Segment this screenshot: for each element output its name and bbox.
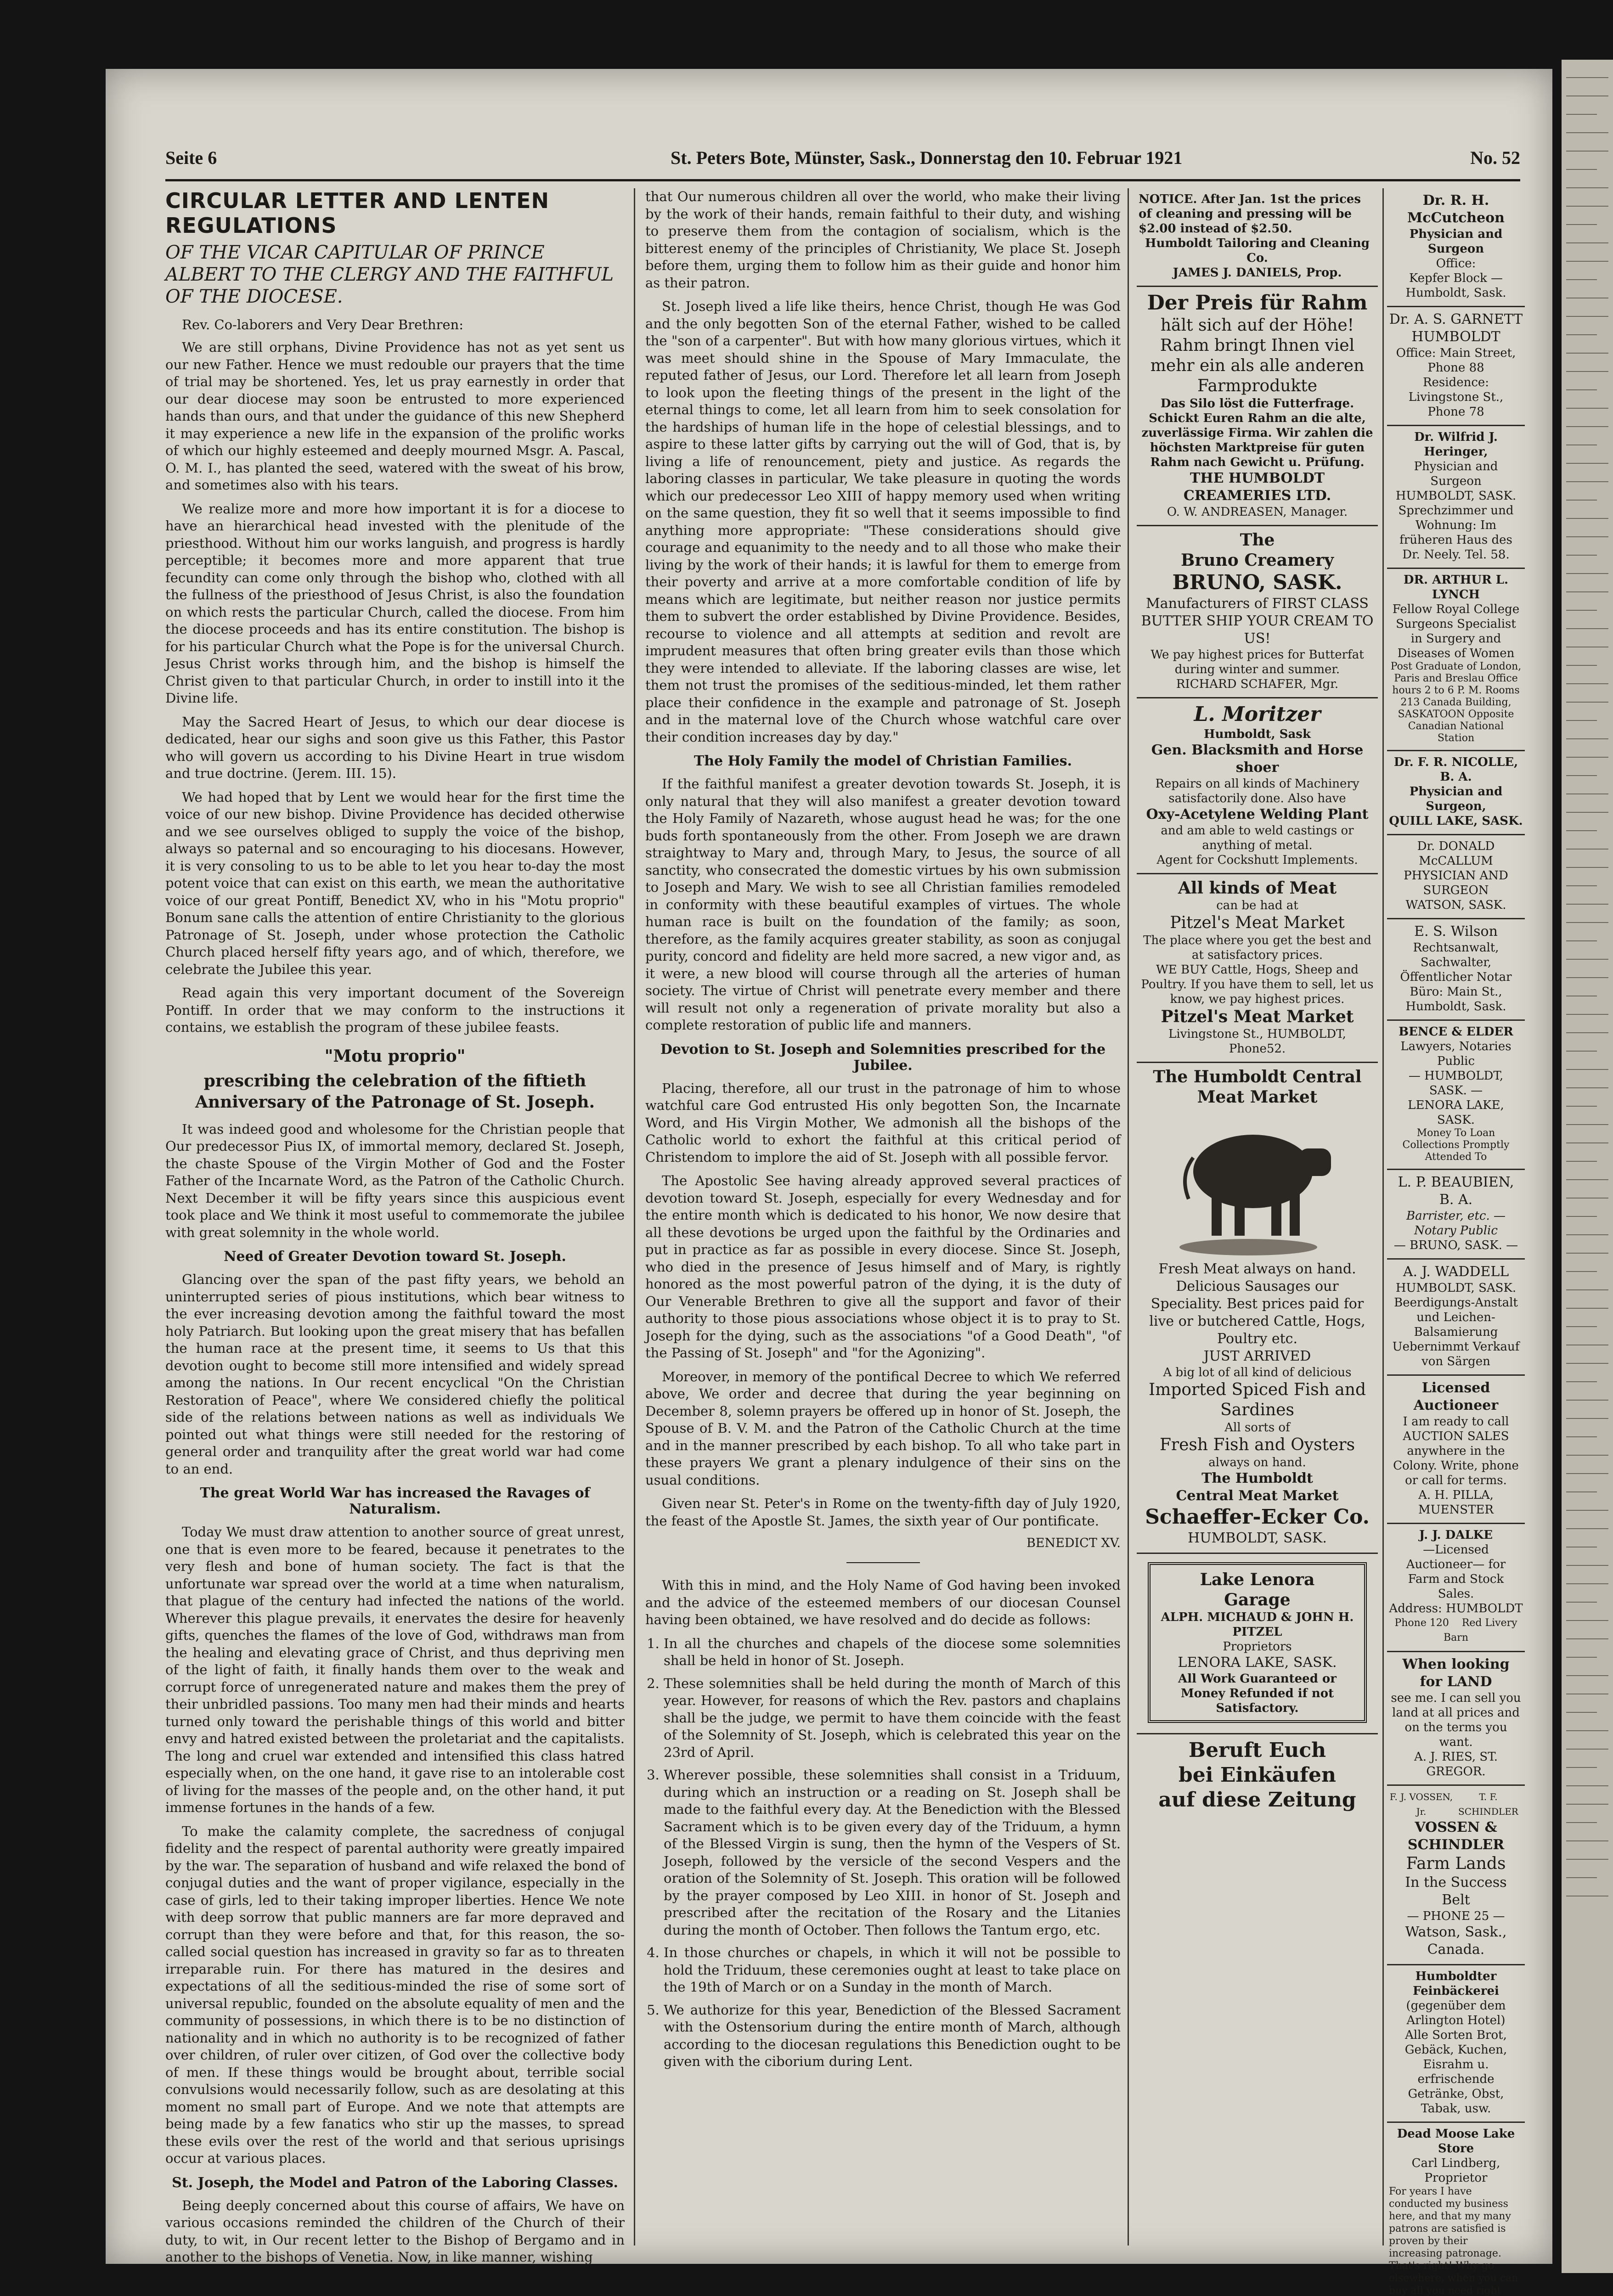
column-rule xyxy=(1128,188,1129,2245)
ad-text: Proprietors xyxy=(1223,1640,1292,1654)
mccutcheon-card xyxy=(1387,188,1525,307)
card-address: Büro: Main St., Humboldt, Sask. xyxy=(1405,985,1506,1013)
card-text: Money To Loan Collections Promptly Attended To xyxy=(1402,1127,1510,1163)
card-name: A. J. WADDELL xyxy=(1403,1264,1509,1280)
paragraph: Moreover, in memory of the pontifical Decree to which We referred above, We order and decree that during the year beginning on December 8, solemn prayers be offered up in honor of St. Joseph, the Spouse of B. V. M. and the Patron of the Catholic Church at the time and in the manner prescribed by each bishop. To all who take part in these prayers We grant a plenary indulgence of their sins on the usual conditions. xyxy=(645,1368,1121,1488)
ad-text: JUST ARRIVED xyxy=(1203,1348,1311,1364)
paragraph: It was indeed good and wholesome for the Christian people that Our predecessor Pius IX, of immortal memory, declared St. Joseph, the chaste Spouse of the Virgin Mother of God and the Foster Father of the Incarnate Word, as the Patron of the Catholic Church. Next December it will be fifty years since this auspicious event took place and We think it most useful to commemorate the jubilee with great solemnity in the whole world. xyxy=(165,1121,625,1240)
card-name: A. H. PILLA, MUENSTER xyxy=(1418,1488,1494,1517)
card-firm: VOSSEN & SCHINDLER xyxy=(1407,1819,1505,1853)
paragraph: We realize more and more how important it is for a diocese to have an hierarchical head invested with the plenitude of the priesthood. Without him our works languish, and progress is hardly perceptible; it becomes more and more apparent that true fecundity can come only through the bishop who, clothed with all the fullness of the priesthood of Jesus Christ, is also the foundation on which rests the particular Church, called the diocese. From him the diocese proceeds and has its entire constitution. The bishop is for his particular Church what the Pope is for the universal Church. Jesus Christ works through him, and the bishop is himself the Christ given to that particular Church, in order to instill into it the Divine life. xyxy=(165,501,625,706)
dalke-card xyxy=(1387,1524,1525,1652)
header-rule xyxy=(165,179,1520,181)
paragraph: If the faithful manifest a greater devotion towards St. Joseph, it is only natural that they will also manifest a greater devotion toward the Holy Family of Nazareth, whose august head he was; for the one buds forth spontaneously from the other. From Joseph we are drawn straightway to Mary and, through Mary, to Jesus, the source of all sanctity, who consecrated the domestic virtues by his own submission to Joseph and Mary. We wish to see all Christian families remodeled in conformity with these beautiful examples of virtues. The whole human race is built on the foundation of the family; as soon, therefore, as the family acquires greater stability, as soon as conjugal purity, concord and fidelity are held more sacred, a new vigor and, as it were, a new blood will course through all the arteries of human society. The virtue of Christ will penetrate every member and there will result not only a regeneration of private morality but also a complete restoration of public life and manners. xyxy=(645,776,1121,1033)
card-names xyxy=(1389,1790,1523,1819)
card-text: I am ready to call AUCTION SALES anywhere in the Colony. Write, phone or call for terms. xyxy=(1393,1415,1519,1487)
card-title: PHYSICIAN AND SURGEON xyxy=(1404,869,1508,897)
card-name: BENCE & ELDER xyxy=(1399,1025,1513,1039)
ad-text: Agent for Cockshutt Implements. xyxy=(1156,853,1358,867)
ad-place: HUMBOLDT, SASK. xyxy=(1188,1530,1327,1546)
paragraph: Being deeply concerned about this course of affairs, We have on various occasions reminded the children of the Church of their duty, to wit, in Our recent letter to the Bishop of Bergamo and in another to the bishops of Venetia. Now, in like manner, wishing xyxy=(165,2197,625,2265)
adjacent-page-edge xyxy=(1562,60,1613,2273)
waddell-card xyxy=(1387,1260,1525,1376)
article-column-1 xyxy=(165,188,625,2265)
ad-text: Repairs on all kinds of Machinery satisfactorily done. Also have xyxy=(1155,777,1359,805)
article-subtitle: OF THE VICAR CAPITULAR OF PRINCE ALBERT TO THE CLERGY AND THE FAITHFUL OF THE DIOCESE. xyxy=(165,242,614,307)
pilla-card xyxy=(1387,1376,1525,1524)
ad-manager: RICHARD SCHAFER, Mgr. xyxy=(1176,677,1339,691)
paragraph: St. Joseph lived a life like theirs, hence Christ, though He was God and the only begotten Son of the eternal Father, wished to be called the "son of a carpenter". But with how many glorious virtues, which it was meet should shine in the Spouse of Mary Immaculate, the reputed father of Jesus, our Lord. Therefore let all learn from Joseph to look upon the fleeting things of the present in the light of the eternal things to come, let all learn from him to seek consolation for the hardships of human life in the hope of celestial blessings, and to aspire to these latter gifts by carrying out the will of God, that is, by living a life of renouncement, piety and justice. As regards the laboring classes in particular, We take pleasure in quoting the words which our predecessor Leo XIII of happy memory used when writing on the same question, they fit so well that it seems impossible to find anything more appropriate: "These considerations should give courage and equanimity to the needy and to all those who make their living by the work of their hands; it is lawful for them to emerge from their poverty and arrive at a more comfortable condition of life by means which are legitimate, but neither reason nor justice permits them to subvert the order established by Divine Providence. Besides, recourse to violence and all attempts at sedition and revolt are imprudent measures that often bring greater evils than those which they were intended to alleviate. If the laboring classes are wise, let them not trust the promises of the seditious-minded, let them rather place their confidence in the example and patronage of St. Joseph and in the maternal love of the Church whose watchful care over their condition increases day by day." xyxy=(645,298,1121,745)
list-item: 4. In those churches or chapels, in which it will not be possible to hold the Triduum, these ceremonies ought at least to take place on the 19th of March or on a Sunday in the month of March. xyxy=(664,1944,1121,1996)
masthead-line: St. Peters Bote, Münster, Sask., Donnerstag den 10. Februar 1921 xyxy=(671,147,1183,168)
card-place: LENORA LAKE, SASK. xyxy=(1408,1098,1504,1127)
card-name: DR. ARTHUR L. LYNCH xyxy=(1403,573,1509,602)
card-place: WATSON, SASK. xyxy=(1405,898,1506,912)
mccallum-card xyxy=(1387,835,1525,919)
garage-box xyxy=(1148,1562,1367,1723)
card-place: HUMBOLDT, SASK. xyxy=(1395,1281,1517,1295)
ad-text: Manufacturers of FIRST CLASS BUTTER SHIP YOUR CREAM TO US! xyxy=(1141,596,1374,647)
regulations-list xyxy=(645,1635,1121,2071)
list-item: 1. In all the churches and chapels of the diocese some solemnities shall be held in honor of St. Joseph. xyxy=(664,1635,1121,1670)
ad-title: L. Moritzer xyxy=(1194,703,1321,726)
ad-address: Livingstone St., HUMBOLDT, Phone52. xyxy=(1168,1027,1346,1056)
ad-text: We pay highest prices for Butterfat during winter and summer. xyxy=(1151,648,1364,676)
card-name: Dr. A. S. GARNETT xyxy=(1389,311,1523,327)
section-heading: Need of Greater Devotion toward St. Joseph. xyxy=(224,1249,566,1265)
ads-column-1 xyxy=(1137,188,1378,2245)
ad-text: Imported Spiced Fish and Sardines xyxy=(1148,1380,1366,1419)
ad-firm: Schaeffer-Ecker Co. xyxy=(1145,1505,1370,1529)
paragraph: Given near St. Peter's in Rome on the twenty-fifth day of July 1920, the feast of the Apostle St. James, the sixth year of Our pontificate. xyxy=(645,1496,1121,1529)
card-title: Barrister, etc. — Notary Public xyxy=(1406,1209,1506,1238)
card-title: When looking for LAND xyxy=(1402,1656,1510,1690)
card-text: Sprechzimmer und Wohnung: Im früheren Haus des Dr. Neely. Tel. 58. xyxy=(1398,504,1514,562)
ad-title: Lake Lenora xyxy=(1200,1570,1315,1589)
section-heading: The great World War has increased the Ravages of Naturalism. xyxy=(200,1485,590,1517)
ad-title: Garage xyxy=(1224,1590,1291,1609)
ad-text: The place where you get the best and at satisfactory prices. xyxy=(1143,934,1371,962)
paragraph: To make the calamity complete, the sacredness of conjugal fidelity and the respect of parental authority were greatly impaired by the war. The separation of husband and wife relaxed the bond of conjugal duties and the want of proper vigilance, especially in the case of girls, led to their taking improper liberties. Hence We note with deep sorrow that public manners are far more depraved and corrupt than they were before and that, for this reason, the so-called social question has increased in gravity so far as to threaten irreparable ruin. For there has matured in the desires and expectations of all the seditious-minded the rise of some sort of universal republic, founded on the absolute equality of men and the community of possessions, in which there is to be no distinction of nationality and in which no authority is to be recognized of father over children, of ruler over citizen, of God over the collective body of men. If these things would be brought about, terrible social convulsions would necessarily follow, such as are desolating at this moment no small part of Europe. And we note that attempts are being made by a few fanatics who stir up the masses, to spread these evils over the rest of the world and that serious uprisings occur at various places. xyxy=(165,1823,625,2166)
ad-firm: Humboldt Tailoring and Cleaning Co. xyxy=(1145,236,1370,265)
heringer-card xyxy=(1387,426,1525,569)
card-text: Residence: Livingstone St., Phone 78 xyxy=(1408,376,1504,419)
paragraph: Read again this very important document of the Sovereign Pontiff. In order that we may conform to the instructions it contains, we establish the program of these jubilee feasts. xyxy=(165,985,625,1035)
card-text: Alle Sorten Brot, Gebäck, Kuchen, Eisrahm u. erfrischende Getränke, Obst, Tabak, usw. xyxy=(1404,2028,1507,2116)
ries-card xyxy=(1387,1652,1525,1786)
garnett-card xyxy=(1387,307,1525,426)
card-title: Rechtsanwalt, Sachwalter, Öffentlicher Notar xyxy=(1400,941,1512,984)
ad-place: LENORA LAKE, SASK. xyxy=(1178,1654,1337,1671)
card-place: HUMBOLDT xyxy=(1411,329,1500,345)
creameries-ad xyxy=(1137,287,1378,526)
card-title: Physician and Surgeon xyxy=(1409,227,1503,256)
column-rule xyxy=(1382,188,1384,2245)
directory-column xyxy=(1387,188,1525,2296)
bruno-creamery-ad xyxy=(1137,526,1378,698)
card-phone: — PHONE 25 — xyxy=(1407,1909,1505,1923)
card-name: T. F. SCHINDLER xyxy=(1458,1791,1518,1817)
ad-title: The Humboldt Central Meat Market xyxy=(1153,1067,1362,1107)
bence-elder-card xyxy=(1387,1021,1525,1170)
card-text: In the Success Belt xyxy=(1405,1874,1507,1908)
card-phone: Phone 120 xyxy=(1394,1617,1449,1629)
card-address: Kepfer Block — Humboldt, Sask. xyxy=(1405,271,1506,300)
page-number: Seite 6 xyxy=(165,147,217,168)
card-place: QUILL LAKE, SASK. xyxy=(1389,814,1523,828)
ad-text: The Humboldt xyxy=(1201,1470,1313,1486)
card-text: Office: xyxy=(1436,257,1476,270)
ad-text: Oxy-Acetylene Welding Plant xyxy=(1146,806,1369,822)
paragraph: Today We must draw attention to another source of great unrest, one that is even more to be feared, because it penetrates to the very flesh and bone of human society. The fact is that the unfortunate war spread over the world at a time when naturalism, that plague of the century had infected the nations of the world. Wherever this plague prevails, it enervates the desire for heavenly gifts, quenches the flames of the love of God, withdraws man from the healing and elevating grace of Christ, and thus depriving men of the light of faith, it finally hands them over to the weak and corrupt force of unregenerated nature and makes them the prey of their unbridled passions. Too many men had their minds and hearts turned only toward the perishable things of this world and bitter envy and hatred existed between the proletariat and the capitalists. The long and cruel war extended and intensified this class hatred especially when, on the one hand, it gave rise to an intolerable cost of living for the masses of the people and, on the other hand, it put immense fortunes in the hands of a few. xyxy=(165,1524,625,1815)
paragraph: We had hoped that by Lent we would hear for the first time the voice of our new bishop. Divine Providence has decided otherwise and we see ourselves obliged to supply the voice of the bishop, always so paternal and so encouraging to his diocesans. However, it is very consoling to us to be able to let you hear to-day the most potent voice that can exist on this earth, we mean the authoritative voice of our great Pontiff, Benedict XV, who in his "Motu proprio" Bonum sane calls the attention of entire Christianity to the glorious Patronage of St. Joseph, under whose protection the Catholic Church placed herself fifty years ago, and of which, therefore, we celebrate the Jubilee this year. xyxy=(165,789,625,977)
card-place: Watson, Sask., Canada. xyxy=(1405,1924,1507,1958)
card-text: Red Livery Barn xyxy=(1444,1617,1517,1643)
ad-text: Central Meat Market xyxy=(1176,1488,1339,1504)
column-rule xyxy=(634,188,635,2245)
card-name: Dead Moose Lake Store xyxy=(1397,2127,1515,2155)
card-text: Uebernimmt Verkauf von Särgen xyxy=(1392,1340,1520,1368)
card-text: Office: Main Street, Phone 88 xyxy=(1396,346,1516,375)
paragraph: The Apostolic See having already approved several practices of devotion toward St. Joseph, especially for every Wednesday and for the entire month which is dedicated to his honor, We now desire that all these devotions be urged upon the faithful by the Ordinaries and put in practice as far as possible in every diocese. Since St. Joseph, who died in the presence of Jesus himself and of Mary, is rightly honored as the most powerful patron of the dying, it is the duty of Our Venerable Brethren to give all the support and favor of their authority to those pious associations whose object it is to pray to St. Joseph for the dying, such as the associations "of a Good Death", "of the Passing of St. Joseph" and "for the Agonizing". xyxy=(645,1173,1121,1361)
list-item: 5. We authorize for this year, Benediction of the Blessed Sacrament with the Ostensorium during the entire month of March, although according to the diocesan regulations this Benediction ought to be given with the ciborium during Lent. xyxy=(664,2002,1121,2071)
card-name: Dr. DONALD McCALLUM xyxy=(1417,839,1495,868)
card-name: F. J. VOSSEN, Jr. xyxy=(1389,1791,1453,1817)
card-text: For years I have conducted my business here, and that my many patrons are satisfied is proven by their increasing patronage. That's right! Why go elsewhere, when you can buy all you need right xyxy=(1389,2186,1518,2296)
ad-firm: THE HUMBOLDT CREAMERIES LTD. xyxy=(1183,470,1331,504)
tailoring-ad xyxy=(1137,188,1378,287)
ad-text: can be had at xyxy=(1216,899,1298,912)
card-text: see me. I can sell you land at all prices and on the terms you want. xyxy=(1391,1691,1521,1749)
ad-text: WE BUY Cattle, Hogs, Sheep and Poultry. If you have them to sell, let us know, we pay highest prices. xyxy=(1141,963,1374,1006)
ad-text: hält sich auf der Höhe! Rahm bringt Ihnen viel mehr ein als alle anderen Farmprodukte xyxy=(1150,316,1365,395)
ad-text: Fresh Meat always on hand. Delicious Sausages our Speciality. Best prices paid for live or butchered Cattle, Hogs, Poultry etc. xyxy=(1149,1261,1365,1347)
ad-place: BRUNO, SASK. xyxy=(1172,571,1342,594)
section-heading: St. Joseph, the Model and Patron of the Laboring Classes. xyxy=(172,2174,618,2191)
ad-text: Beruft Euch xyxy=(1188,1739,1326,1762)
card-text: (gegenüber dem Arlington Hotel) xyxy=(1406,1999,1506,2027)
ad-text: Fresh Fish and Oysters xyxy=(1159,1435,1355,1454)
ad-text: always on hand. xyxy=(1208,1456,1306,1469)
garage-ad xyxy=(1137,1554,1378,1734)
ad-text: auf diese Zeitung xyxy=(1158,1788,1356,1812)
card-title: —Licensed Auctioneer— for Farm and Stock Sales. xyxy=(1406,1543,1506,1601)
card-footer xyxy=(1389,1616,1523,1645)
ad-text: Gen. Blacksmith and Horse shoer xyxy=(1151,742,1364,776)
ad-text: and am able to weld castings or anything of metal. xyxy=(1161,824,1354,852)
paragraph: With this in mind, and the Holy Name of God having been invoked and the advice of the esteemed members of our diocesan Counsel having been obtained, we have resolved and do decide as follows: xyxy=(645,1577,1121,1627)
motu-proprio-subtitle: prescribing the celebration of the fiftieth Anniversary of the Patronage of St. Joseph. xyxy=(195,1071,595,1112)
paragraph: We are still orphans, Divine Providence has not as yet sent us our new Father. Hence we must redouble our prayers that the time of trial may be shortened. Yes, let us pray earnestly in order that our dear diocese may soon be entrusted to more experienced hands than ours, and that under the guidance of this new Shepherd it may experience a new life in the expansion of the prolific works of which our highly esteemed and deeply mourned Msgr. A. Pascal, O. M. I., has planted the seed, watered with the sweat of his brow, and sometimes also with his tears. xyxy=(165,339,625,493)
card-title: Farm Lands xyxy=(1406,1854,1506,1873)
article-column-2 xyxy=(645,188,1121,2245)
card-name: A. J. RIES, ST. GREGOR. xyxy=(1414,1750,1498,1778)
ad-text: All sorts of xyxy=(1224,1421,1290,1435)
motu-proprio-title: "Motu proprio" xyxy=(324,1046,466,1066)
ad-place: Humboldt, Sask xyxy=(1204,727,1311,741)
card-title: Lawyers, Notaries Public xyxy=(1400,1040,1511,1068)
divider xyxy=(846,1562,920,1563)
list-item: 3. Wherever possible, these solemnities shall consist in a Triduum, during which an instruction or a reading on St. Joseph shall be made to the faithful every day. At the Benediction with the Blessed Sacrament which is to be given every day of the Triduum, a hymn of the Blessed Virgin is sung, then the hymn of the Vespers of St. Joseph, followed by the versicle of the second Vespers and the oration of the Solemnity of St. Joseph. This oration will be followed by the prayer composed by Leo XIII. in honor of St. Joseph and prescribed after the recitation of the Rosary and the Litanies during the month of October. Then follows the Tantum ergo, etc. xyxy=(664,1767,1121,1939)
section-heading: Devotion to St. Joseph and Solemnities prescribed for the Jubilee. xyxy=(660,1041,1106,1074)
card-name: J. J. DALKE xyxy=(1419,1528,1493,1542)
list-item: 2. These solemnities shall be held during the month of March of this year. However, for reasons of which the Rev. pastors and chaplains shall be the judge, we permit to have them coincide with the feast of the Solemnity of St. Joseph, which is celebrated this year on the 23rd of April. xyxy=(664,1675,1121,1761)
card-title: Physician and Surgeon xyxy=(1414,460,1498,488)
ad-text: All Work Guaranteed or Money Refunded if not Satisfactory. xyxy=(1178,1672,1337,1715)
section-heading: The Holy Family the model of Christian Families. xyxy=(694,753,1072,769)
card-place: — BRUNO, SASK. — xyxy=(1393,1238,1518,1252)
ad-manager: O. W. ANDREASEN, Manager. xyxy=(1167,505,1348,519)
vossen-schindler-card xyxy=(1387,1786,1525,1965)
central-meat-ad xyxy=(1137,1063,1378,1554)
paragraph: May the Sacred Heart of Jesus, to which our dear diocese is dedicated, hear our sighs and soon give us this Father, this Pastor who will govern us according to his Divine Heart in true wisdom and true doctrine. (Jerem. III. 15). xyxy=(165,714,625,781)
ad-text: NOTICE. After Jan. 1st the prices of cleaning and pressing will be $2.00 instead of $2.50. xyxy=(1139,192,1361,236)
ad-text: bei Einkäufen xyxy=(1179,1763,1336,1787)
card-place: HUMBOLDT, SASK. xyxy=(1395,489,1517,503)
beaubien-card xyxy=(1387,1170,1525,1260)
pitzel-meat-ad xyxy=(1137,874,1378,1063)
ad-proprietor: ALPH. MICHAUD & JOHN H. PITZEL xyxy=(1161,1610,1354,1639)
paragraph: Placing, therefore, all our trust in the patronage of him to whose watchful care God entrusted His only begotten Son, the Incarnate Word, and His Virgin Mother, We admonish all the bishops of the Catholic world to exhort the faithful at this critical period of Christendom to implore the aid of St. Joseph with all possible fervor. xyxy=(645,1080,1121,1165)
card-place: — HUMBOLDT, SASK. — xyxy=(1408,1069,1504,1097)
card-proprietor: Carl Lindberg, Proprietor xyxy=(1411,2156,1500,2185)
card-title: Physician and Surgeon, xyxy=(1409,785,1503,813)
paragraph: that Our numerous children all over the world, who make their living by the work of their hands, remain faithful to their duty, and wishing to preserve them from the contagion of socialism, which is the bitterest enemy of the principles of Christianity, We place St. Joseph before them, urging them to follow him as their guide and honor him as their patron. xyxy=(645,189,1121,291)
card-text: Fellow Royal College Surgeons Specialist in Surgery and Diseases of Women xyxy=(1392,602,1520,660)
card-name: Dr. R. H. McCutcheon xyxy=(1407,192,1505,226)
wilson-card xyxy=(1387,919,1525,1021)
paragraph: Glancing over the span of the past fifty years, we behold an uninterrupted series of pious institutions, which bear witness to the ever increasing devotion among the faithful toward the most holy Patriarch. But looking upon the great misery that has befallen the human race at the present time, it seems to Us that this devotion ought to become still more intensified and widely spread among the nations. In Our recent encyclical "On the Christian Restoration of Peace", where We considered chiefly the political side of the relations between nations as well as individuals We pointed out what things were still needed for the restoring of general order and tranquility after the great world war had come to an end. xyxy=(165,1272,625,1477)
issue-number: No. 52 xyxy=(1470,147,1520,168)
card-text: Post Graduate of London, Paris and Breslau Office hours 2 to 6 P. M. Rooms 213 Canada Building, SASKATOON Opposite Canadian National Station xyxy=(1390,661,1522,744)
bakery-card xyxy=(1387,1965,1525,2123)
ad-text: A big lot of all kind of delicious xyxy=(1163,1366,1352,1379)
ad-text: The xyxy=(1240,530,1275,550)
ad-firm: Pitzel's Meat Market xyxy=(1170,913,1345,932)
card-title: Licensed Auctioneer xyxy=(1413,1380,1499,1413)
nicolle-card xyxy=(1387,751,1525,835)
card-text: Beerdigungs-Anstalt und Leichen-Balsamierung xyxy=(1394,1296,1518,1339)
newspaper-ad xyxy=(1137,1734,1378,1818)
signature: BENEDICT XV. xyxy=(1026,1536,1121,1550)
cow-illustration-icon xyxy=(1166,1107,1349,1259)
ad-title: All kinds of Meat xyxy=(1178,878,1337,898)
ad-firm: Pitzel's Meat Market xyxy=(1161,1007,1354,1026)
dead-moose-card xyxy=(1387,2123,1525,2296)
article-title: CIRCULAR LETTER AND LENTEN REGULATIONS xyxy=(165,188,549,238)
card-address: Address: HUMBOLDT xyxy=(1389,1602,1523,1615)
salutation: Rev. Co-laborers and Very Dear Brethren: xyxy=(182,317,463,332)
blacksmith-ad xyxy=(1137,698,1378,874)
card-name: Dr. F. R. NICOLLE, B. A. xyxy=(1393,755,1518,784)
card-name: Humboldter Feinbäckerei xyxy=(1413,1970,1499,1998)
card-name: L. P. BEAUBIEN, B. A. xyxy=(1398,1174,1514,1208)
lynch-card xyxy=(1387,569,1525,751)
page-header xyxy=(165,147,1520,174)
ad-text: Das Silo löst die Futterfrage. Schickt Euren Rahm an die alte, zuverlässige Firma. Wir zahlen die höchsten Marktpreise für guten Rahm nach Gewicht u. Prüfung. xyxy=(1141,397,1373,469)
ad-title: Bruno Creamery xyxy=(1180,551,1334,570)
card-name: Dr. Wilfrid J. Heringer, xyxy=(1414,430,1498,459)
ad-proprietor: JAMES J. DANIELS, Prop. xyxy=(1173,266,1342,280)
card-name: E. S. Wilson xyxy=(1414,923,1498,940)
ad-title: Der Preis für Rahm xyxy=(1147,291,1368,315)
